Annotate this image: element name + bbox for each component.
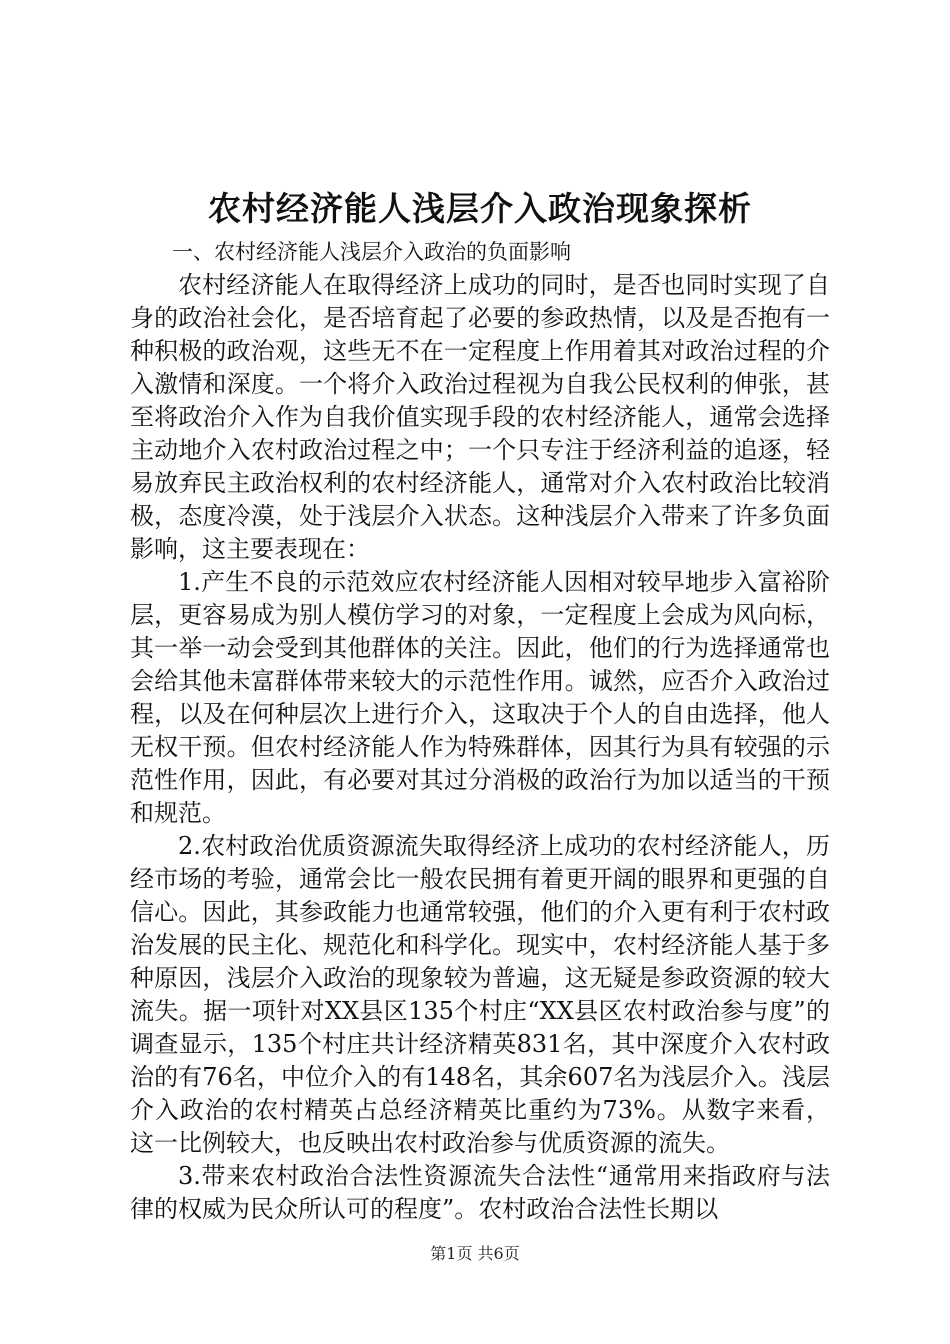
- document-page: [130, 0, 830, 1344]
- paragraph-point-1: 1.产生不良的示范效应农村经济能人因相对较早地步入富裕阶层，更容易成为别人模仿学习的对象，一定程度上会成为风向标，其一举一动会受到其他群体的关注。因此，他们的行为选择通常也会给其他未富群体带来较大的示范性作用。诚然，应否介入政治过程，以及在何种层次上进行介入，这取决于个人的自由选择，他人无权干预。但农村经济能人作为特殊群体，因其行为具有较强的示范性作用，因此，有必要对其过分消极的政治行为加以适当的干预和规范。: [130, 568, 830, 827]
- paragraph-intro: 农村经济能人在取得经济上成功的同时，是否也同时实现了自身的政治社会化，是否培育起了必要的参政热情，以及是否抱有一种积极的政治观，这些无不在一定程度上作用着其对政治过程的介入激情和深度。一个将介入政治过程视为自我公民权利的伸张，甚至将政治介入作为自我价值实现手段的农村经济能人，通常会选择主动地介入农村政治过程之中；一个只专注于经济利益的追逐，轻易放弃民主政治权利的农村经济能人，通常对介入农村政治比较消极，态度冷漠，处于浅层介入状态。这种浅层介入带来了许多负面影响，这主要表现在：: [130, 271, 830, 563]
- paragraph-point-2: 2.农村政治优质资源流失取得经济上成功的农村经济能人，历经市场的考验，通常会比一般农民拥有着更开阔的眼界和更强的自信心。因此，其参政能力也通常较强，他们的介入更有利于农村政治发展的民主化、规范化和科学化。现实中，农村经济能人基于多种原因，浅层介入政治的现象较为普遍，这无疑是参政资源的较大流失。据一项针对XX县区135个村庄“XX县区农村政治参与度”的调查显示，135个村庄共计经济精英831名，其中深度介入农村政治的有76名，中位介入的有148名，其余607名为浅层介入。浅层介入政治的农村精英占总经济精英比重约为73%。从数字来看，这一比例较大，也反映出农村政治参与优质资源的流失。: [130, 832, 830, 1157]
- document-title: 农村经济能人浅层介入政治现象探析: [208, 189, 752, 228]
- page-number-footer: 第1页 共6页: [430, 1244, 520, 1263]
- paragraph-point-3: 3.带来农村政治合法性资源流失合法性“通常用来指政府与法律的权威为民众所认可的程度”。农村政治合法性长期以: [130, 1162, 830, 1223]
- document-body: [130, 236, 830, 1226]
- section-heading: 一、农村经济能人浅层介入政治的负面影响: [172, 240, 571, 264]
